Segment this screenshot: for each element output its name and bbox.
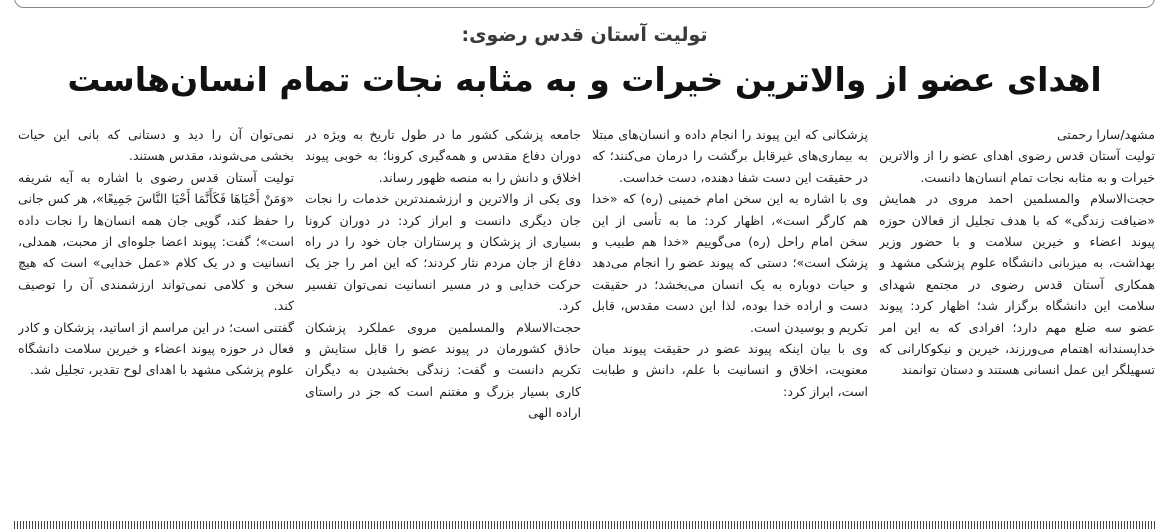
article-paragraph: وی با بیان اینکه پیوند عضو در حقیقت پیوند میان معنویت، اخلاق و انسانیت با علم، دانش و طبابت است، ابراز کرد: bbox=[592, 341, 868, 399]
article-column-2 bbox=[592, 124, 868, 506]
article-paragraph: وی با اشاره به این سخن امام خمینی (ره) که «خدا هم کارگر است»، اظهار کرد: ما به تأسی از این سخن امام راحل (ره) می‌گوییم «خدا هم طبیب و پزشک است»؛ دستی که پیوند عضو را انجام می‌دهد و حیات دوباره به یک انسان می‌بخشد؛ در حقیقت دست و اراده خدا بوده، لذا این دست مقدس، قابل تکریم و بوسیدن است. bbox=[592, 191, 868, 335]
article-paragraph: جامعه پزشکی کشور ما در طول تاریخ به ویژه در دوران دفاع مقدس و همه‌گیری کرونا؛ به خوبی پیوند اخلاق و دانش را به منصه ظهور رساند. bbox=[305, 127, 581, 185]
article-paragraph: حجت‌الاسلام والمسلمین احمد مروی در همایش «ضیافت زندگی» که با هدف تجلیل از فعالان حوزه پیوند اعضاء و خیرین سلامت و با حضور وزیر بهداشت، به میزبانی دانشگاه علوم پزشکی مشهد و همکاری آستان قدس رضوی در مجتمع شهدای سلامت این دانشگاه برگزار شد؛ اظهار کرد: پیوند عضو سه ضلع مهم دارد؛ افرادی که به این امر خداپسندانه اهتمام می‌ورزند، خیرین و نیکوکارانی که تسهیلگر این عمل انسانی هستند و دستان توانمند bbox=[879, 191, 1155, 378]
article-headline: اهدای عضو از والاترین خیرات و به مثابه نجات تمام انسان‌هاست bbox=[67, 60, 1102, 99]
article-paragraph: تولیت آستان قدس رضوی با اشاره به آیه شریفه «وَمَنْ أَحْيَاهَا فَكَأَنَّمَا أَحْيَا النَّاسَ جَمِيعًا»، هر کس جانی را حفظ کند، گویی جان همه انسان‌ها را نجات داده است»؛ گفت: پیوند اعضا جلوه‌ای از محبت، همدلی، انسانیت و در یک کلام «عمل خدایی» است که هیچ سخن و کلامی نمی‌تواند ارزشمندی آن را توصیف کند. bbox=[18, 169, 294, 314]
article-kicker: تولیت آستان قدس رضوی: bbox=[461, 24, 708, 46]
article-column-3 bbox=[305, 124, 581, 506]
article-paragraph: وی یکی از والاترین و ارزشمندترین خدمات را نجات جان دیگری دانست و ابراز کرد: در دوران کرونا بسیاری از پزشکان و پرستاران جان خود را در راه دفاع از جان مردم نثار کردند؛ که این امر را جز یک حرکت خدایی و در مسیر انسانیت نمی‌توان تفسیر کرد. bbox=[305, 191, 581, 314]
article-paragraph: گفتنی است؛ در این مراسم از اساتید، پزشکان و کادر فعال در حوزه پیوند اعضاء و خیرین سلامت دانشگاه علوم پزشکی مشهد با اهدای لوح تقدیر، تجلیل شد. bbox=[18, 319, 294, 378]
article-paragraph: حجت‌الاسلام والمسلمین مروی عملکرد پزشکان حاذق کشورمان در پیوند عضو را قابل ستایش و تکریم دانست و گفت: زندگی بخشیدن به دیگران کاری بسیار بزرگ و مغتنم است که جز در راستای اراده الهی bbox=[305, 319, 581, 421]
article-paragraph: نمی‌توان آن را دید و دستانی که بانی این حیات بخشی می‌شوند، مقدس هستند. bbox=[18, 127, 294, 164]
article-byline: مشهد/سارا رحمتی bbox=[1056, 127, 1155, 142]
top-frame-border bbox=[14, 0, 1155, 8]
bottom-hatched-rule bbox=[14, 521, 1155, 529]
article-column-4 bbox=[18, 124, 294, 506]
article-column-1 bbox=[879, 124, 1155, 506]
article-paragraph: تولیت آستان قدس رضوی اهدای عضو را از والاترین خیرات و به مثابه نجات تمام انسان‌ها دانست. bbox=[879, 148, 1155, 185]
article-body-columns bbox=[18, 124, 1155, 506]
article-paragraph: پزشکانی که این پیوند را انجام داده و انسان‌های مبتلا به بیماری‌های غیرقابل برگشت را درمان می‌کنند؛ که در حقیقت این دست شفا دهنده، دست خداست. bbox=[592, 127, 868, 185]
